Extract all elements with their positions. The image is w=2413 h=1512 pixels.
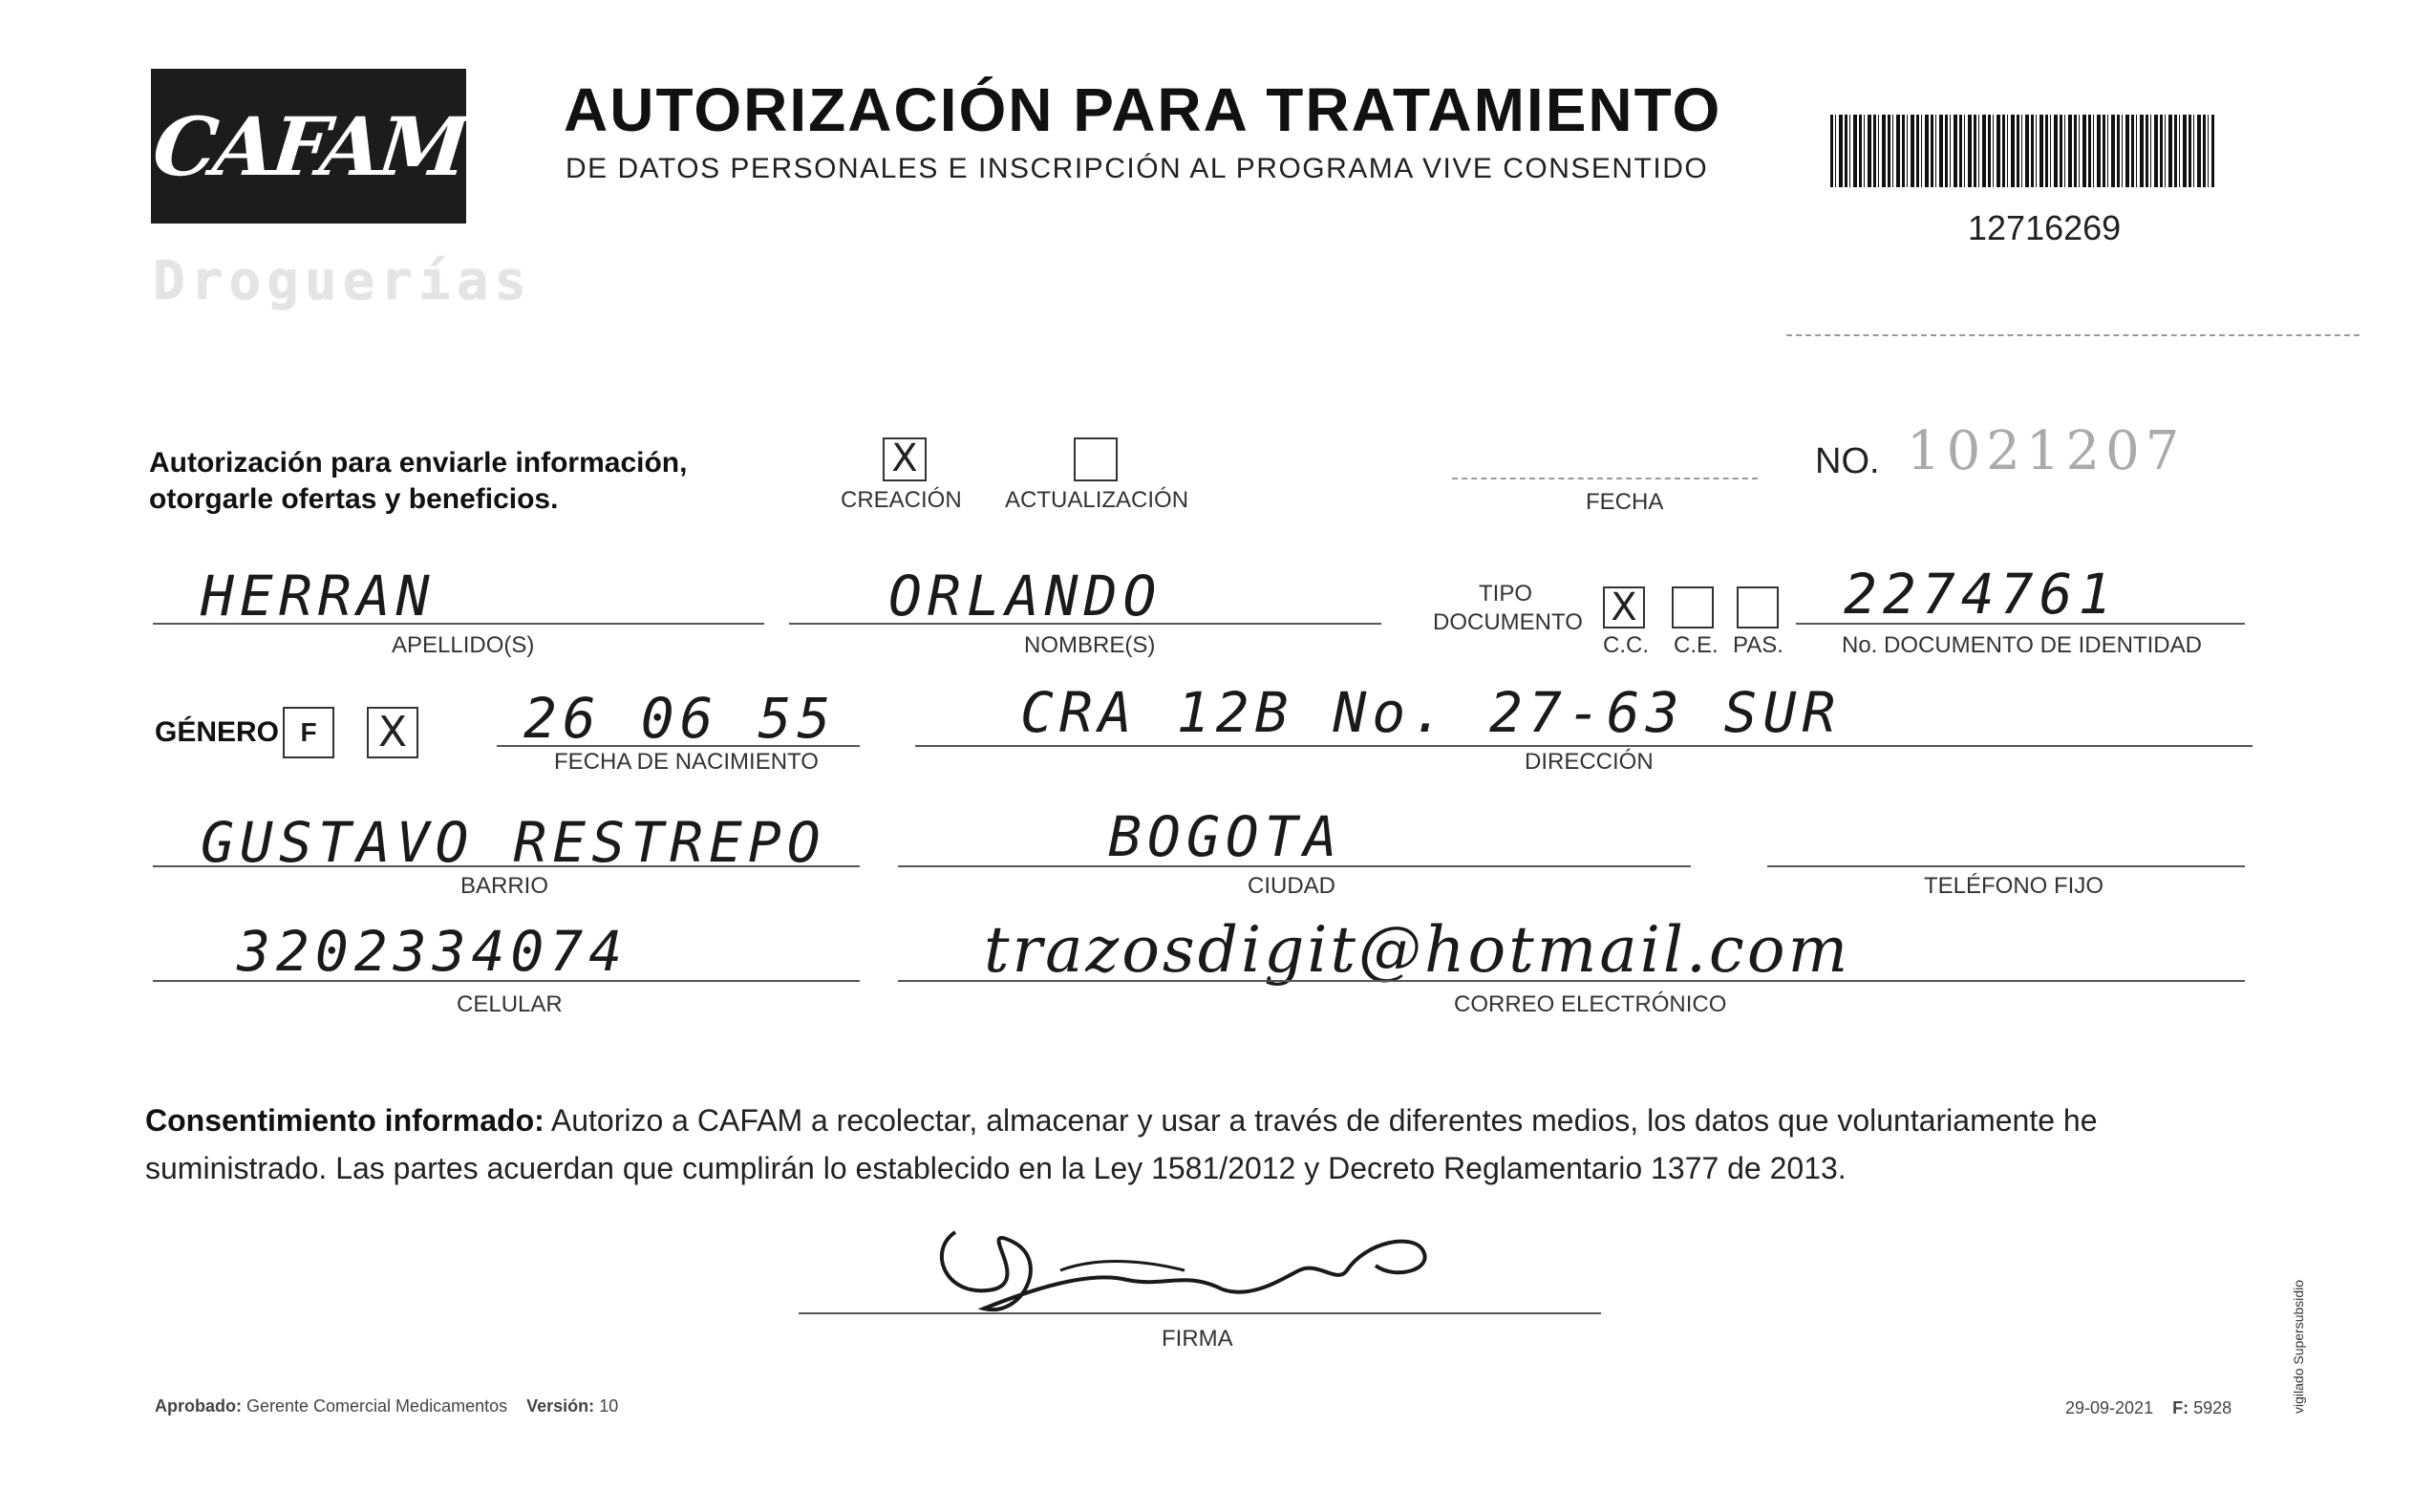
pas-checkbox[interactable] bbox=[1737, 586, 1779, 628]
telefono-line bbox=[1767, 865, 2245, 867]
cc-label: C.C. bbox=[1603, 632, 1649, 658]
firma-label: FIRMA bbox=[1162, 1326, 1233, 1352]
aprobado-label: Aprobado: bbox=[155, 1396, 242, 1416]
celular-value: 3202334074 bbox=[237, 919, 629, 984]
fecha-nacimiento-line bbox=[497, 745, 860, 747]
tipo-label: TIPO bbox=[1479, 581, 1533, 607]
telefono-label: TELÉFONO FIJO bbox=[1924, 873, 2104, 899]
ciudad-line bbox=[898, 865, 1691, 867]
consent-paragraph bbox=[145, 1097, 2285, 1192]
logo-subtitle: Droguerías bbox=[153, 250, 533, 312]
fecha-label: FECHA bbox=[1586, 489, 1664, 515]
form-label: F: bbox=[2172, 1398, 2189, 1417]
ciudad-value: BOGOTA bbox=[1108, 804, 1343, 869]
celular-label: CELULAR bbox=[457, 991, 563, 1017]
correo-label: CORREO ELECTRÓNICO bbox=[1454, 991, 1727, 1017]
genero-label: GÉNERO bbox=[155, 716, 280, 748]
nombres-label: NOMBRE(S) bbox=[1024, 632, 1156, 658]
creacion-checkbox[interactable] bbox=[883, 437, 927, 481]
direccion-label: DIRECCIÓN bbox=[1525, 749, 1654, 775]
nombres-value: ORLANDO bbox=[888, 564, 1163, 628]
signature-image bbox=[917, 1213, 1471, 1328]
fecha-nacimiento-value: 26 06 55 bbox=[523, 686, 837, 751]
creacion-label: CREACIÓN bbox=[841, 487, 962, 513]
cafam-logo bbox=[148, 69, 469, 224]
footer-approved bbox=[155, 1396, 618, 1416]
consent-title: Consentimiento informado: bbox=[145, 1103, 545, 1138]
authorization-line-1: Autorización para enviarle información, bbox=[149, 447, 688, 479]
genero-m-check: X bbox=[377, 708, 408, 756]
signature-line bbox=[799, 1312, 1601, 1314]
barrio-value: GUSTAVO RESTREPO bbox=[201, 810, 826, 875]
barcode bbox=[1830, 115, 2214, 187]
celular-line bbox=[153, 980, 860, 982]
actualizacion-checkbox[interactable] bbox=[1074, 437, 1118, 481]
logo-text: CAFAM bbox=[148, 98, 469, 194]
pas-label: PAS. bbox=[1733, 632, 1783, 658]
fecha-line bbox=[1452, 478, 1758, 479]
genero-f-box[interactable]: F bbox=[283, 707, 334, 758]
document-subtitle: DE DATOS PERSONALES E INSCRIPCIÓN AL PROGRAMA VIVE CONSENTIDO bbox=[566, 153, 1709, 184]
version-label: Versión: bbox=[526, 1396, 595, 1416]
aprobado-value: Gerente Comercial Medicamentos bbox=[246, 1396, 508, 1416]
form-number: 1021207 bbox=[1907, 420, 2186, 482]
barcode-number: 12716269 bbox=[1968, 208, 2122, 247]
footer-date-form bbox=[2065, 1398, 2231, 1418]
documento-value: 2274761 bbox=[1844, 562, 2118, 627]
fecha-nacimiento-label: FECHA DE NACIMIENTO bbox=[554, 749, 819, 775]
apellidos-label: APELLIDO(S) bbox=[392, 632, 535, 658]
documento-label: DOCUMENTO bbox=[1433, 609, 1583, 635]
documento-number-label: No. DOCUMENTO DE IDENTIDAD bbox=[1842, 632, 2202, 658]
apellidos-value: HERRAN bbox=[201, 564, 436, 628]
version-value: 10 bbox=[599, 1396, 619, 1416]
correo-line bbox=[898, 980, 2245, 982]
actualizacion-label: ACTUALIZACIÓN bbox=[1005, 487, 1189, 513]
footer-date: 29-09-2021 bbox=[2065, 1398, 2154, 1417]
documento-line bbox=[1796, 623, 2245, 625]
barrio-line bbox=[153, 865, 860, 867]
document-title: AUTORIZACIÓN PARA TRATAMIENTO bbox=[564, 75, 1722, 144]
authorization-line-2: otorgarle ofertas y beneficios. bbox=[149, 483, 559, 515]
cc-checkbox[interactable] bbox=[1603, 586, 1645, 628]
genero-m-box[interactable] bbox=[367, 707, 418, 758]
no-label: NO. bbox=[1815, 441, 1880, 481]
correo-value: trazosdigit@hotmail.com bbox=[984, 913, 1851, 987]
ce-label: C.E. bbox=[1674, 632, 1719, 658]
supersubsidio-mark: vigilado Supersubsidio bbox=[2291, 1279, 2306, 1414]
direccion-line bbox=[915, 745, 2253, 747]
cc-check: X bbox=[1611, 586, 1637, 629]
creacion-check: X bbox=[891, 437, 918, 480]
consent-text: Autorizo a CAFAM a recolectar, almacenar y usar a través de diferentes medios, los datos que voluntariamente he suministrado. Las partes acuerdan que cumplirán lo establecido en la Ley 1581/2012 y Decreto Reglamentario 1377 de 2013. bbox=[145, 1103, 2098, 1185]
direccion-value: CRA 12B No. 27-63 SUR bbox=[1020, 680, 1842, 745]
ciudad-label: CIUDAD bbox=[1248, 873, 1336, 899]
divider bbox=[1786, 334, 2360, 336]
form-value: 5928 bbox=[2193, 1398, 2232, 1417]
apellidos-line bbox=[153, 623, 764, 625]
nombres-line bbox=[789, 623, 1381, 625]
barrio-label: BARRIO bbox=[460, 873, 549, 899]
ce-checkbox[interactable] bbox=[1672, 586, 1714, 628]
